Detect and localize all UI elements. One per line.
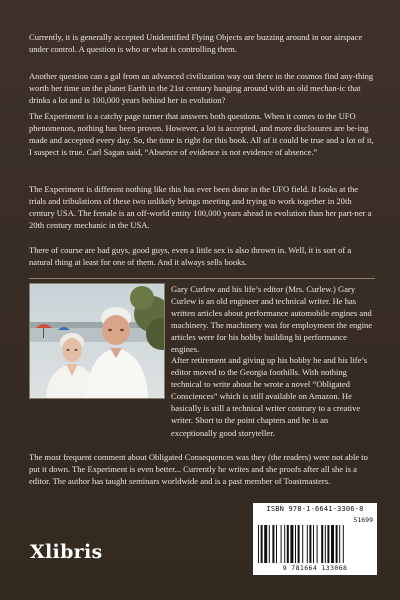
author-bio-paragraph-2: After retirement and giving up his hobby he and his life’s editor moved to the Georgia foothills. With nothing technical to write about he wrote a novel “Obligated Consciences” which is still available on Amazon. He basically is still a technical writer contrary to a creative writer. Short to the point chapters and he is an exceptionally good storyteller. [171, 355, 368, 438]
barcode-bar [269, 525, 270, 563]
barcode-bar [281, 525, 282, 563]
barcode-bar [276, 525, 277, 563]
publisher-logo: Xlibris [30, 541, 103, 563]
barcode-bar [336, 525, 338, 563]
barcode-bar [331, 525, 334, 563]
barcode-bar [295, 525, 296, 563]
barcode-bar [287, 525, 289, 563]
barcode-bar [290, 525, 293, 563]
barcode-bar [261, 525, 263, 563]
barcode-bar [302, 525, 303, 563]
barcode-bar [317, 525, 318, 563]
barcode-bar [313, 525, 314, 563]
author-photo [29, 283, 165, 399]
barcode-bar [284, 525, 285, 563]
isbn-label: ISBN 978-1-6641-3306-8 [266, 505, 364, 513]
blurb-paragraph-1: Currently, it is generally accepted Unidentified Flying Objects are buzzing around in our airspace under control. A question is who or what is controlling them. [29, 32, 363, 55]
barcode-bar [343, 525, 344, 563]
blurb-paragraph-2: Another question can a gal from an advanced civilization way out there in the cosmos find any-thing worth her time on the planet Earth in the 21st century hanging around with an old mechan-ic that drinks a lot and is 100,000 years behind her in evolution? [29, 71, 374, 106]
barcode-bars [258, 525, 372, 563]
barcode-bar [339, 525, 340, 563]
barcode-bar [264, 525, 267, 563]
blurb-paragraph-5: There of course are bad guys, good guys, even a little sex is also thrown in. Well, it is sort of a natural thing at least for one of them. And it always sells books. [29, 245, 352, 268]
barcode-bar [298, 525, 300, 563]
closing-paragraph: The most frequent comment about Obligated Consequences was they (the readers) were not able to put it down. The Experiment is even better... Currently he writes and she proofs after all she is a editor. The author has taught seminars worldwide and is a past member of Toastmasters. [29, 452, 368, 487]
section-divider [29, 278, 375, 279]
barcode-bar [325, 525, 326, 563]
barcode-bar [307, 525, 308, 563]
blurb-paragraph-4: The Experiment is different nothing like this has ever been done in the UFO field. It looks at the trials and tribulations of these two unlikely beings meeting and trying to work together in 20th century USA. The female is an off-world entity 100,000 years ahead in evolution than her part-ner a 20th century mechanic in the USA. [29, 184, 372, 231]
blurb-paragraph-3: The Experiment is a catchy page turner that answers both questions. When it comes to the UFO phenomenon, nothing has been proven. However, a lot is accepted, and more disclosures are be-ing made and accepted every day. So, the time is right for this book. All of it could be true and a lot of it, I suspect is true. Carl Sagan said, “Absence of evidence is not evidence of absence.” [29, 111, 374, 158]
barcode-bar [321, 525, 323, 563]
author-bio-paragraph-1: Gary Curlew and his life’s editor (Mrs. Curlew.) Gary Curlew is an old engineer and technical writer. He has written articles about performance automobile engines and machinery. The machinery was for employment the engine articles were for his hobby building hi performance engines. [171, 284, 373, 355]
barcode-digits: 9 781664 133068 [282, 564, 348, 572]
barcode-bar [272, 525, 274, 563]
barcode-bar [309, 525, 311, 563]
price-code: 51699 [353, 516, 373, 524]
isbn-barcode [253, 503, 377, 575]
barcode-bar [327, 525, 329, 563]
barcode-bar [258, 525, 259, 563]
